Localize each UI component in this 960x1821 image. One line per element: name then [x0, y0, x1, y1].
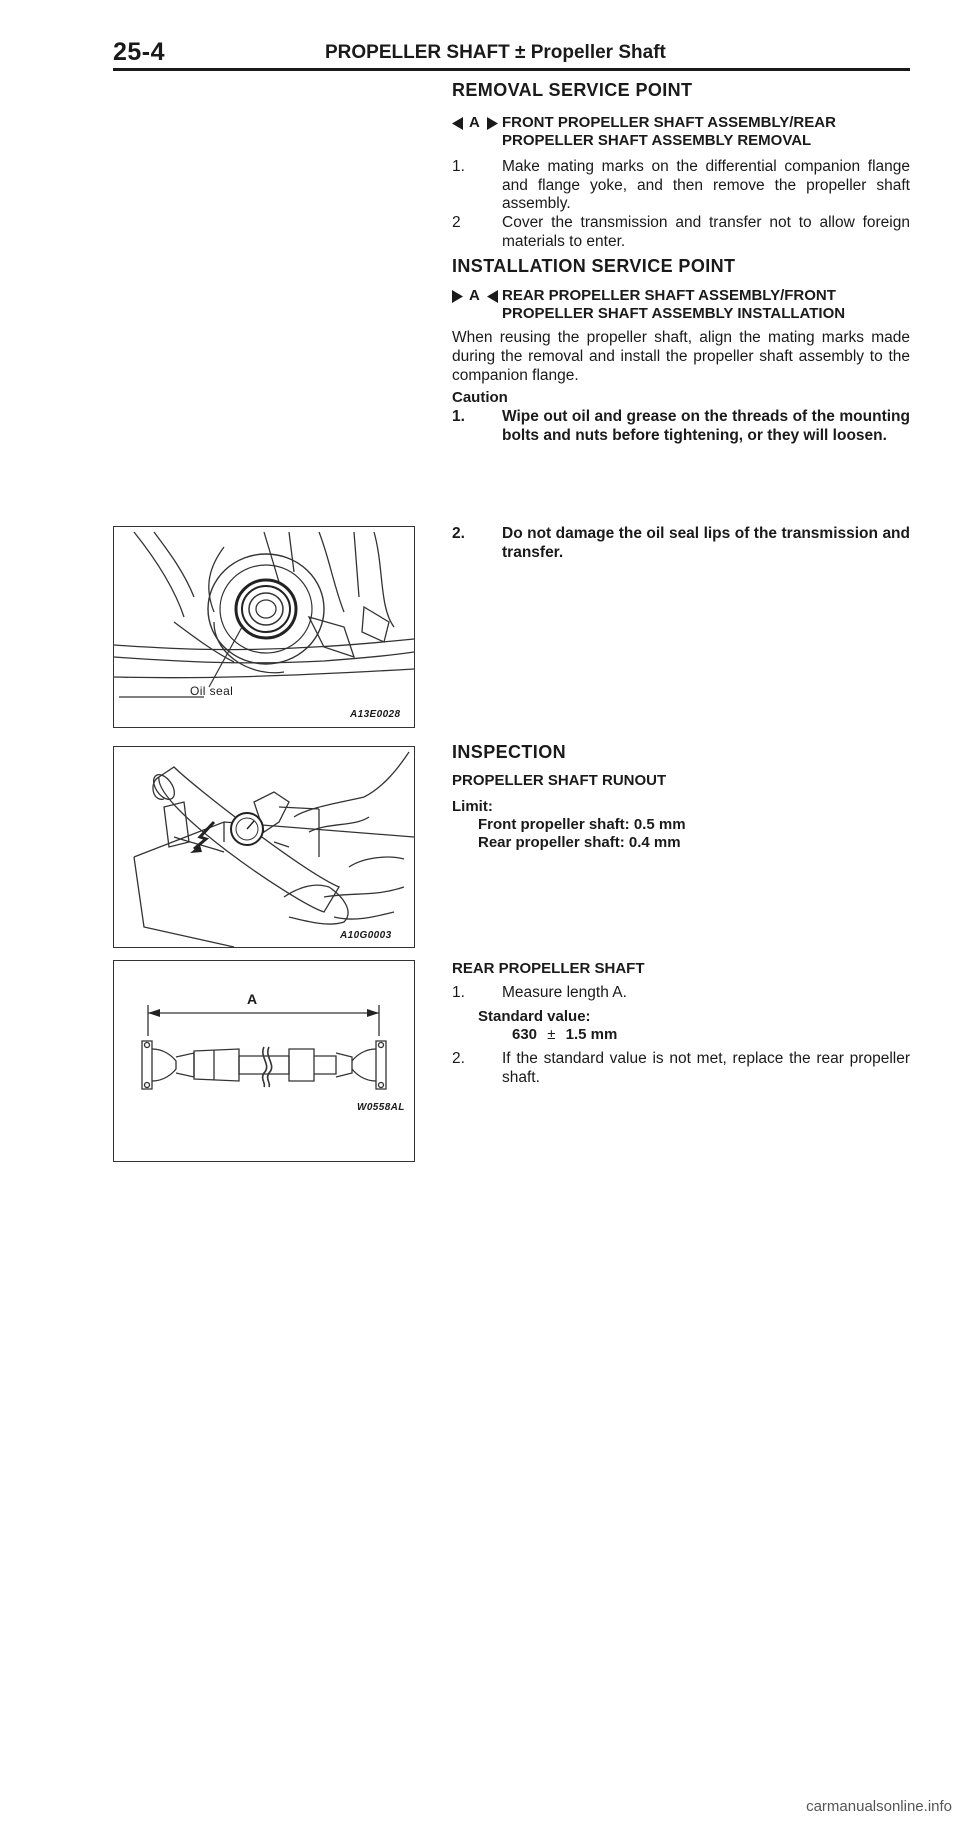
installation-heading: INSTALLATION SERVICE POINT	[452, 256, 736, 276]
figure-code: A13E0028	[350, 709, 401, 720]
standard-label: Standard value:	[478, 1008, 591, 1025]
step-text: Make mating marks on the differential companion flange and flange yoke, and then remove the propeller shaft assembly.	[502, 158, 910, 212]
step-number: 1.	[452, 984, 465, 1001]
oil-seal-callout: Oil seal	[190, 684, 234, 698]
runout-title: PROPELLER SHAFT RUNOUT	[452, 772, 667, 789]
standard-value: 630	[512, 1026, 538, 1043]
figure-runout	[113, 746, 415, 948]
step-number: 1.	[452, 158, 465, 175]
page-title: PROPELLER SHAFT ± Propeller Shaft	[325, 42, 666, 63]
rear-shaft-title: REAR PROPELLER SHAFT	[452, 960, 645, 977]
caution-2	[452, 525, 910, 562]
header-rule	[113, 68, 910, 71]
standard-tolerance: 1.5 mm	[565, 1026, 618, 1043]
caution-number: 1.	[452, 408, 465, 425]
limit-label: Limit:	[452, 798, 493, 815]
removal-marker-letter: A	[469, 114, 480, 131]
caution-number: 2.	[452, 525, 465, 542]
step-number: 2	[452, 214, 461, 231]
removal-step-2	[452, 214, 910, 251]
rear-step-2	[452, 1050, 910, 1087]
figure-oil-seal	[113, 526, 415, 728]
installation-subtitle-line2: PROPELLER SHAFT ASSEMBLY INSTALLATION	[502, 305, 846, 322]
step-text: Measure length A.	[502, 984, 627, 1001]
inspection-heading: INSPECTION	[452, 742, 567, 762]
caution-label: Caution	[452, 389, 508, 406]
removal-subtitle-line1: FRONT PROPELLER SHAFT ASSEMBLY/REAR	[502, 114, 836, 131]
step-text: Cover the transmission and transfer not to allow foreign materials to enter.	[502, 214, 910, 250]
caution-text: Do not damage the oil seal lips of the transmission and transfer.	[502, 525, 910, 561]
shaft-length-illustration	[114, 961, 414, 1161]
plus-minus-sign: ±	[547, 1026, 556, 1043]
page-number: 25-4	[113, 38, 166, 66]
removal-heading: REMOVAL SERVICE POINT	[452, 80, 693, 100]
figure-code: W0558AL	[357, 1102, 405, 1113]
step-number: 2.	[452, 1050, 465, 1067]
standard-value-row	[512, 1026, 617, 1043]
installation-paragraph: When reusing the propeller shaft, align the mating marks made during the removal and install the propeller shaft assembly to the companion flange.	[452, 329, 910, 384]
runout-illustration	[114, 747, 414, 947]
installation-subtitle-line1: REAR PROPELLER SHAFT ASSEMBLY/FRONT	[502, 287, 836, 304]
step-text: If the standard value is not met, replace the rear propeller shaft.	[502, 1050, 910, 1086]
oil-seal-illustration	[114, 527, 414, 727]
limit-rear: Rear propeller shaft: 0.4 mm	[478, 834, 681, 851]
page-header	[113, 38, 910, 70]
figure-shaft-length	[113, 960, 415, 1162]
caution-1	[452, 408, 910, 445]
footer-watermark: carmanualsonline.info	[806, 1798, 952, 1815]
removal-step-1	[452, 158, 910, 214]
limit-front: Front propeller shaft: 0.5 mm	[478, 816, 686, 833]
rear-step-1	[452, 984, 910, 1003]
removal-subtitle-line2: PROPELLER SHAFT ASSEMBLY REMOVAL	[502, 132, 812, 149]
dimension-label-a: A	[247, 991, 258, 1007]
installation-marker-letter: A	[469, 287, 480, 304]
figure-code: A10G0003	[340, 930, 392, 941]
caution-text: Wipe out oil and grease on the threads of the mounting bolts and nuts before tightening, or they will loosen.	[502, 408, 910, 444]
